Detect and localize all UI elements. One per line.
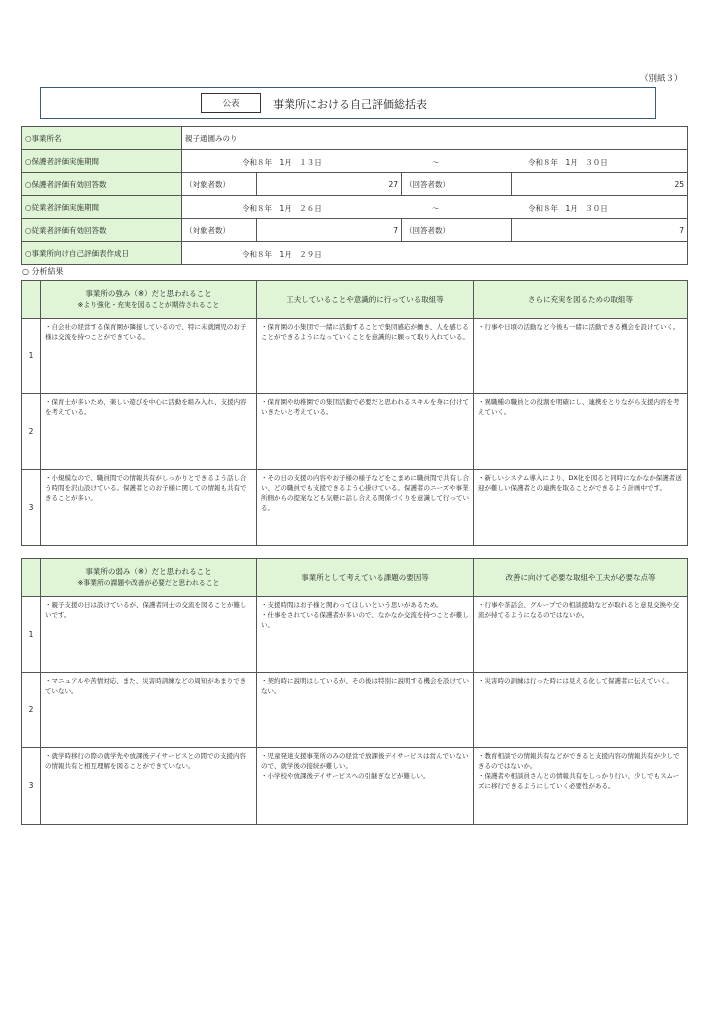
strength-effort-cell: ・保育園の小集団で一緒に活動することで集団感応が働き、人を感じることができるようになっていくことを意識的に願って取り入れている。 bbox=[257, 319, 474, 394]
public-badge: 公表 bbox=[201, 93, 261, 113]
guardian-period-tilde: ～ bbox=[432, 158, 440, 167]
staff-period-end: 令和８年 1月 ３０日 bbox=[528, 204, 608, 213]
row-number: 3 bbox=[22, 470, 41, 546]
weakness-improve-cell: ・行事や茶話会、グループでの相談援助などが取れると意見交換や交流が持てるようになるのではないか。 bbox=[474, 597, 688, 673]
weaknesses-header-3: 改善に向けて必要な取組や工夫が必要な点等 bbox=[474, 559, 688, 597]
weaknesses-table bbox=[21, 558, 688, 825]
guardian-respondent-label: （回答者数） bbox=[402, 173, 512, 196]
weaknesses-header-1: 事業所の弱み（※）だと思われること ※事業所の課題や改善が必要だと思われること bbox=[41, 559, 257, 597]
guardian-period-start: 令和８年 1月 １３日 bbox=[242, 158, 322, 167]
staff-target-value: 7 bbox=[257, 219, 402, 242]
staff-responses-label: ○従業者評価有効回答数 bbox=[22, 219, 182, 242]
strength-effort-cell: ・保育園や幼稚園での集団活動で必要だと思われるスキルを身に付けていきたいと考えている。 bbox=[257, 394, 474, 470]
weakness-cell: ・親子支援の日は設けているが、保護者同士の交流を図ることが難しいです。 bbox=[41, 597, 257, 673]
weaknesses-header-2: 事業所として考えている課題の要因等 bbox=[257, 559, 474, 597]
guardian-period-end: 令和８年 1月 ３０日 bbox=[528, 158, 608, 167]
analysis-label: ○ 分析結果 bbox=[22, 267, 64, 276]
staff-period-tilde: ～ bbox=[432, 204, 440, 213]
strengths-table bbox=[21, 280, 688, 546]
guardian-target-label: （対象者数） bbox=[182, 173, 257, 196]
attachment-label: （別紙３） bbox=[640, 74, 683, 84]
guardian-respondent-value: 25 bbox=[512, 173, 688, 196]
guardian-target-value: 27 bbox=[257, 173, 402, 196]
row-number: 1 bbox=[22, 597, 41, 673]
weakness-improve-cell: ・災害時の訓練は行った時には見える化して保護者に伝えていく。 bbox=[474, 673, 688, 748]
weakness-cause-cell: ・契約時に説明はしているが、その後は特別に説明する機会を設けていない。 bbox=[257, 673, 474, 748]
strength-effort-cell: ・その日の支援の内容やお子様の様子などをこまめに職員間で共有し合い、どの職員でも支援できるよう心掛けている。保護者のニーズや事業所側からの提案なども気軽に話し合える関係づくりを意識して行っている。 bbox=[257, 470, 474, 546]
strengths-header-3: さらに充実を図るための取組等 bbox=[474, 281, 688, 319]
strength-improve-cell: ・異職種の職員との役割を明確にし、連携をとりながら支援内容を考えていく。 bbox=[474, 394, 688, 470]
weakness-cause-cell: ・児童発達支援事業所のみの経営で放課後デイサービスは営んでいないので、就学後の接続が難しい。 ・小学校や放課後デイサービスへの引継ぎなどが難しい。 bbox=[257, 748, 474, 825]
staff-period-label: ○従業者評価実施期間 bbox=[22, 196, 182, 219]
guardian-responses-label: ○保護者評価有効回答数 bbox=[22, 173, 182, 196]
staff-target-label: （対象者数） bbox=[182, 219, 257, 242]
info-table bbox=[21, 126, 688, 265]
title-box bbox=[40, 87, 656, 119]
staff-respondent-value: 7 bbox=[512, 219, 688, 242]
strength-improve-cell: ・行事や日頃の活動など今後も一緒に活動できる機会を設けていく。 bbox=[474, 319, 688, 394]
strength-improve-cell: ・新しいシステム導入により、DX化を図ると同時になかなか保護者送迎が難しい保護者との連携を取ることができるよう計画中です。 bbox=[474, 470, 688, 546]
facility-name-label: ○事業所名 bbox=[22, 127, 182, 150]
strengths-header-1: 事業所の強み（※）だと思われること ※より強化・充実を図ることが期待されること bbox=[41, 281, 257, 319]
row-number: 2 bbox=[22, 673, 41, 748]
created-date-value: 令和８年 1月 ２９日 bbox=[242, 250, 322, 259]
strength-cell: ・保育士が多いため、楽しい遊びを中心に活動を組み入れ、支援内容を考えている。 bbox=[41, 394, 257, 470]
page-title: 事業所における自己評価総括表 bbox=[273, 98, 427, 111]
staff-respondent-label: （回答者数） bbox=[402, 219, 512, 242]
strength-cell: ・自会社の経営する保育園が隣接しているので、特に未就園児のお子様は交流を持つことができている。 bbox=[41, 319, 257, 394]
staff-period-start: 令和８年 1月 ２６日 bbox=[242, 204, 322, 213]
weakness-cell: ・就学時移行の際の就学先や放課後デイサービスとの間での支援内容の情報共有と相互理解を図ることができていない。 bbox=[41, 748, 257, 825]
guardian-period-label: ○保護者評価実施期間 bbox=[22, 150, 182, 173]
facility-name-value: 親子通園みのり bbox=[182, 127, 688, 150]
strengths-header-2: 工夫していることや意識的に行っている取組等 bbox=[257, 281, 474, 319]
row-number: 2 bbox=[22, 394, 41, 470]
weakness-cause-cell: ・支援時間はお子様と関わってほしいという思いがあるため。 ・仕事をされている保護者が多いので、なかなか交流を持つことが難しい。 bbox=[257, 597, 474, 673]
created-date-label: ○事業所向け自己評価表作成日 bbox=[22, 242, 182, 265]
row-number: 3 bbox=[22, 748, 41, 825]
weakness-cell: ・マニュアルや苦情対応、また、災害時訓練などの周知があまりできていない。 bbox=[41, 673, 257, 748]
weakness-improve-cell: ・教育相談での情報共有などができると支援内容の情報共有が少しできるのではないか。 ・保護者や相談員さんとの情報共有をしっかり行い、少しでもスムーズに移行できるようにしていく必要性がある。 bbox=[474, 748, 688, 825]
row-number: 1 bbox=[22, 319, 41, 394]
strength-cell: ・小規模なので、職員間での情報共有がしっかりとできるよう話し合う時間を沢山設けている。保護者とのお子様に関しての情報も共有できることが多い。 bbox=[41, 470, 257, 546]
